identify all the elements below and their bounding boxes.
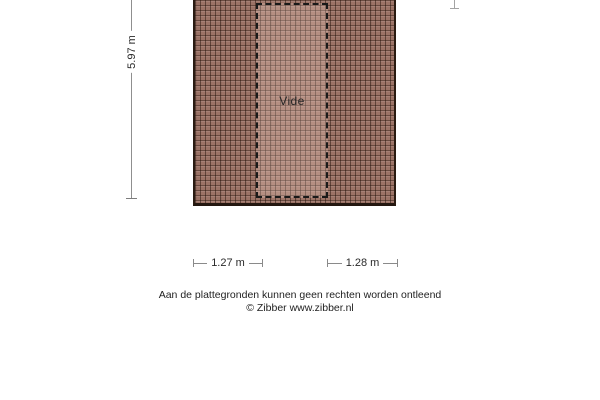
dimension-group-width-left — [193, 256, 263, 270]
vide-area — [256, 3, 328, 198]
dimension-line — [383, 263, 397, 264]
footer — [0, 289, 600, 315]
dimension-stub-endcap — [450, 8, 459, 9]
vide-label: Vide — [279, 93, 305, 108]
copyright-text: © Zibber www.zibber.nl — [246, 302, 354, 314]
dimension-line-vertical-endcap — [126, 198, 137, 199]
dimension-line — [249, 263, 262, 264]
dimension-label-height: 5.97 m — [125, 31, 139, 73]
dimension-label-width-right: 1.28 m — [345, 257, 380, 269]
dimension-label-width-left: 1.27 m — [211, 257, 245, 269]
dimension-line — [328, 263, 342, 264]
disclaimer-text: Aan de plattegronden kunnen geen rechten worden ontleend — [158, 289, 442, 301]
dimension-tick — [262, 259, 263, 267]
dimension-line-vertical — [131, 0, 132, 199]
dimension-line — [194, 263, 207, 264]
dimension-group-width-right — [327, 256, 398, 270]
dimension-tick — [397, 259, 398, 267]
